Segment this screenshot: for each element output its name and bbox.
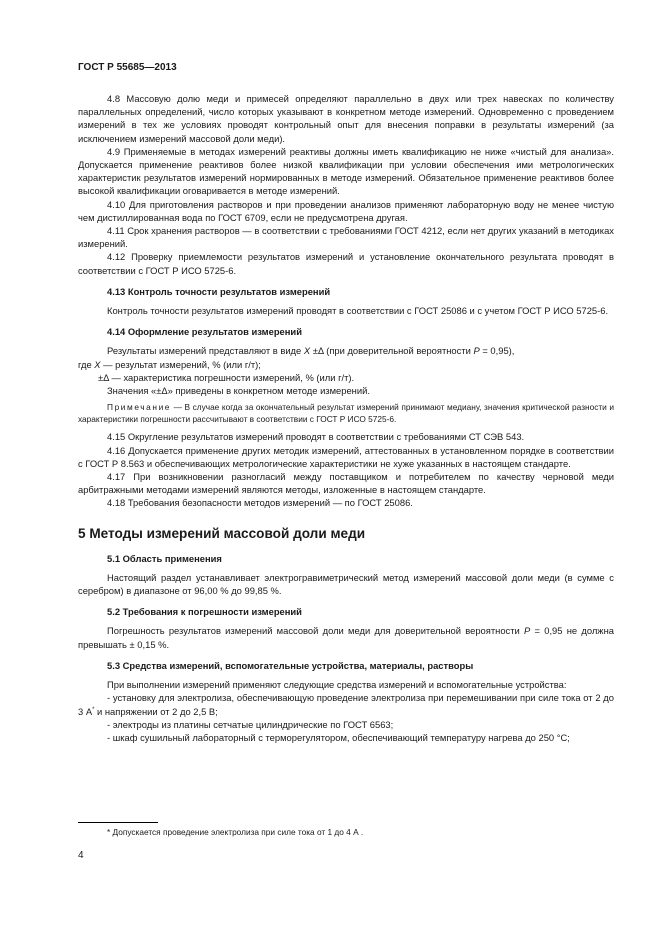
footnote-marker: * xyxy=(92,706,95,713)
note-label: Примечание xyxy=(107,402,172,413)
list-item-electrodes: - электроды из платины сетчатые цилиндрические по ГОСТ 6563; xyxy=(107,718,394,730)
page-number: 4 xyxy=(78,850,84,861)
note xyxy=(78,402,614,425)
paragraph-4-11: 4.11 Срок хранения растворов — в соответствии с требованиями ГОСТ 4212, если нет других указаний в методиках измерений. xyxy=(78,225,614,250)
subheading-5-1: 5.1 Область применения xyxy=(107,552,222,564)
subheading-4-14: 4.14 Оформление результатов измерений xyxy=(107,326,302,338)
paragraph-4-9: 4.9 Применяемые в методах измерений реактивы должны иметь квалификацию не ниже «чистый для анализа». Допускается применение реактивов более низкой квалификации при условии обеспечения ими метрологических характеристик результатов измерений нормированных в методе измерений. Обязательное применение реактивов более высокой квалификации оговаривается в методе измерений. xyxy=(78,145,614,197)
footnote-divider xyxy=(78,822,158,823)
paragraph-4-8: 4.8 Массовую долю меди и примесей определяют параллельно в двух или трех навесках по количеству параллельных определений, число которых указывают в конкретном методе измерений. Одновременно с проведением измерений в тех же условиях проводят контрольный опыт для внесения поправки в результаты измерений (за исключением измерений массовой доли меди). xyxy=(78,93,614,144)
paragraph-5-1: Настоящий раздел устанавливает электрогравиметрический метод измерений массовой доли меди (в сумме с серебром) в диапазоне от 96,00 % до 99,85 %. xyxy=(78,571,614,597)
section-5-title: 5 Методы измерений массовой доли меди xyxy=(78,525,366,541)
paragraph-5-3: При выполнении измерений применяют следующие средства измерений и вспомогательные устройства: xyxy=(107,679,567,691)
paragraph-4-18: 4.18 Требования безопасности методов измерений — по ГОСТ 25086. xyxy=(107,497,413,509)
subheading-4-13: 4.13 Контроль точности результатов измерений xyxy=(107,285,331,297)
paragraph-4-16: 4.16 Допускается применение других методик измерений, аттестованных в установленном порядке в соответствии с ГОСТ Р 8.563 и обеспечивающих метрологические характеристики не хуже указанных в настоящем стандарте. xyxy=(78,444,614,469)
page-body xyxy=(78,92,614,744)
paragraph-4-10: 4.10 Для приготовления растворов и при проведении анализов применяют лабораторную воду не менее чистую чем дистиллированная вода по ГОСТ 6709, если не предусмотрена другая. xyxy=(78,198,614,223)
subheading-5-3: 5.3 Средства измерений, вспомогательные устройства, материалы, растворы xyxy=(107,659,474,671)
paragraph-4-17: 4.17 При возникновении разногласий между поставщиком и потребителем по качеству черновой меди арбитражными методами измерений являются методы, изложенные в настоящем стандарте. xyxy=(78,471,614,496)
definition-delta: ±Δ — характеристика погрешности измерений, % (или г/т). xyxy=(98,371,355,383)
document-header: ГОСТ Р 55685—2013 xyxy=(78,62,177,73)
list-item-electrolysis: - установку для электролиза, обеспечивающую проведение электролиза при перемешивании при силе тока от 2 до 3 А* и напряжении от 2 до 2,5 В; xyxy=(78,692,614,717)
footnote: * Допускается проведение электролиза при силе тока от 1 до 4 А . xyxy=(107,827,364,837)
paragraph-4-14-values: Значения «±Δ» приведены в конкретном методе измерений. xyxy=(107,385,370,397)
paragraph-4-15: 4.15 Округление результатов измерений проводят в соответствии с требованиями СТ СЭВ 543. xyxy=(107,431,525,443)
definition-x: где X — результат измерений, % (или г/т); xyxy=(78,358,261,370)
paragraph-4-14-format: Результаты измерений представляют в виде X ±Δ (при доверительной вероятности P = 0,95), xyxy=(107,345,515,357)
note-text: — В случае когда за окончательный результат измерений принимают медиану, значения критической разности и характеристики погрешности рассчитывают в соответствии с ГОСТ Р ИСО 5725-6. xyxy=(78,402,614,424)
paragraph-4-13: Контроль точности результатов измерений проводят в соответствии с ГОСТ 25086 и с учетом ГОСТ Р ИСО 5725-6. xyxy=(107,305,609,317)
subheading-5-2: 5.2 Требования к погрешности измерений xyxy=(107,606,302,618)
list-item-drying-cabinet: - шкаф сушильный лабораторный с терморегулятором, обеспечивающий температуру нагрева до 250 °С; xyxy=(107,731,570,743)
paragraph-4-12: 4.12 Проверку приемлемости результатов измерений и установление окончательного результата проводят в соответствии с ГОСТ Р ИСО 5725-6. xyxy=(78,251,614,276)
paragraph-5-2: Погрешность результатов измерений массовой доли меди для доверительной вероятности P = 0,95 не должна превышать ± 0,15 %. xyxy=(78,625,614,650)
